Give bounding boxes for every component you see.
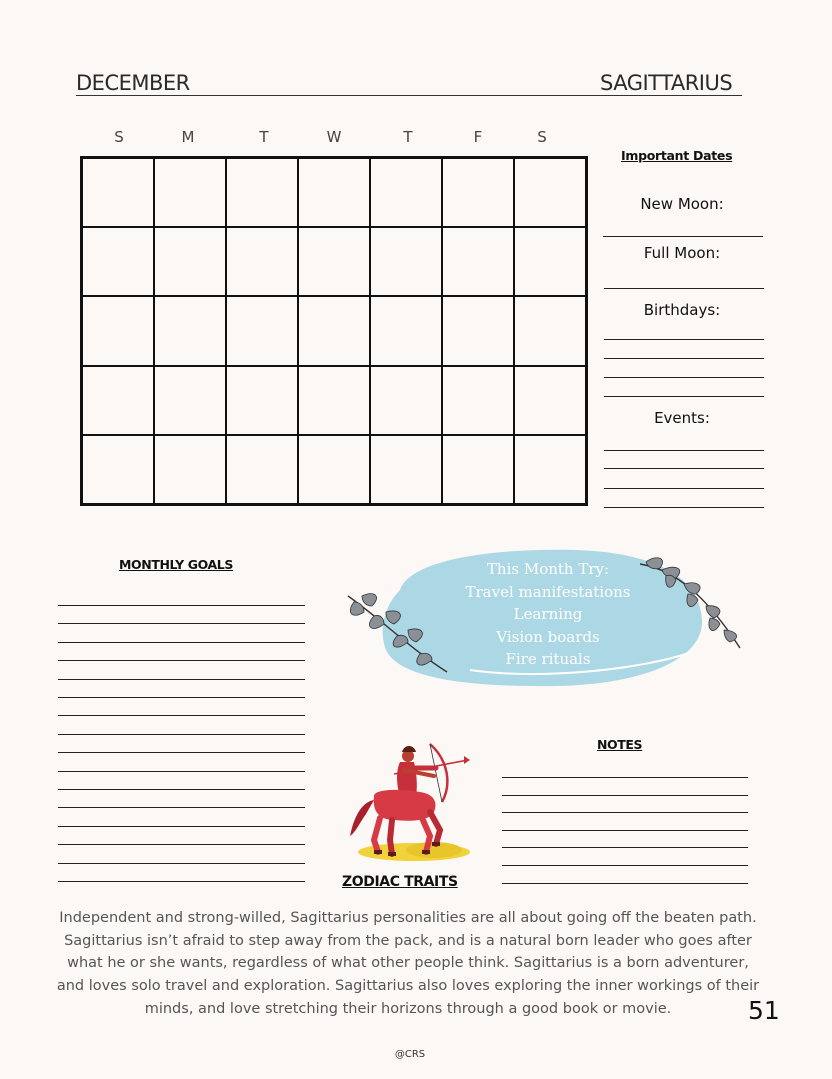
calendar-day-cell[interactable] <box>298 366 370 435</box>
zodiac-traits-text: Independent and strong-willed, Sagittarius personalities are all about going off the beaten path. Sagittarius isn’t afraid to step away from the pack, and is a natural born leader who goes after what he or she wants, regardless of what other people think. Sagittarius is a born adventurer, and loves solo travel and exploration. Sagittarius also loves exploring the inner workings of their minds, and love stretching their horizons through a good book or movie. <box>56 910 760 1017</box>
calendar-day-cell[interactable] <box>514 366 586 435</box>
this-month-list <box>440 558 656 671</box>
full-moon-line[interactable] <box>604 288 764 289</box>
calendar-day-cell[interactable] <box>226 296 298 365</box>
new-moon-label: New Moon: <box>640 195 724 213</box>
sagittarius-centaur-icon <box>344 740 474 862</box>
full-moon-label: Full Moon: <box>643 244 721 262</box>
calendar-day-cell[interactable] <box>370 296 442 365</box>
day-label-wed: W <box>326 128 342 146</box>
events-line[interactable] <box>604 507 764 508</box>
goals-line[interactable] <box>58 789 305 790</box>
calendar-day-cell[interactable] <box>370 366 442 435</box>
day-label-tue: T <box>259 128 269 146</box>
notes-line[interactable] <box>502 883 748 884</box>
header-rule <box>76 95 742 96</box>
goals-line[interactable] <box>58 660 305 661</box>
calendar-day-cell[interactable] <box>154 366 226 435</box>
notes-title: NOTES <box>597 737 643 752</box>
goals-line[interactable] <box>58 844 305 845</box>
events-label: Events: <box>654 409 710 427</box>
zodiac-traits-title: ZODIAC TRAITS <box>342 874 458 890</box>
month-title: DECEMBER <box>76 71 190 95</box>
goals-line[interactable] <box>58 881 305 882</box>
events-line[interactable] <box>604 488 764 489</box>
calendar-day-cell[interactable] <box>370 435 442 504</box>
goals-line[interactable] <box>58 715 305 716</box>
this-month-item: Travel manifestations <box>465 582 631 601</box>
important-dates-title: Important Dates <box>621 148 733 163</box>
birthdays-line[interactable] <box>604 358 764 359</box>
this-month-item: Fire rituals <box>505 650 591 668</box>
goals-line[interactable] <box>58 863 305 864</box>
day-label-sat: S <box>537 128 547 146</box>
left-leaf-branch-icon <box>342 590 452 680</box>
goals-line[interactable] <box>58 771 305 772</box>
birthdays-label: Birthdays: <box>643 301 721 319</box>
notes-line[interactable] <box>502 847 748 848</box>
notes-line[interactable] <box>502 865 748 866</box>
page-number: 51 <box>748 996 780 1025</box>
calendar-day-cell[interactable] <box>226 435 298 504</box>
calendar-day-cell[interactable] <box>442 366 514 435</box>
monthly-goals-title: MONTHLY GOALS <box>119 557 233 572</box>
events-line[interactable] <box>604 450 764 451</box>
this-month-item: Vision boards <box>496 627 600 646</box>
calendar-day-cell[interactable] <box>154 158 226 227</box>
calendar-day-cell[interactable] <box>514 296 586 365</box>
calendar-day-cell[interactable] <box>226 158 298 227</box>
calendar-day-cell[interactable] <box>298 227 370 296</box>
calendar-day-cell[interactable] <box>298 158 370 227</box>
calendar-day-cell[interactable] <box>442 227 514 296</box>
goals-line[interactable] <box>58 734 305 735</box>
calendar-day-cell[interactable] <box>442 296 514 365</box>
calendar-day-cell[interactable] <box>370 158 442 227</box>
calendar-day-cell[interactable] <box>514 158 586 227</box>
notes-line[interactable] <box>502 777 748 778</box>
goals-line[interactable] <box>58 752 305 753</box>
sign-title: SAGITTARIUS <box>600 71 733 95</box>
credit: @CRS <box>394 1049 426 1060</box>
calendar-day-cell[interactable] <box>82 227 154 296</box>
birthdays-line[interactable] <box>604 396 764 397</box>
calendar-day-cell[interactable] <box>514 227 586 296</box>
goals-line[interactable] <box>58 623 305 624</box>
calendar-day-cell[interactable] <box>298 435 370 504</box>
calendar-day-cell[interactable] <box>226 227 298 296</box>
events-line[interactable] <box>604 468 764 469</box>
goals-line[interactable] <box>58 826 305 827</box>
calendar-day-cell[interactable] <box>442 158 514 227</box>
calendar-day-cell[interactable] <box>298 296 370 365</box>
this-month-item: Learning <box>513 605 583 623</box>
calendar-day-cell[interactable] <box>82 296 154 365</box>
calendar-day-cell[interactable] <box>82 366 154 435</box>
goals-line[interactable] <box>58 807 305 808</box>
calendar-day-cell[interactable] <box>154 227 226 296</box>
day-label-fri: F <box>473 128 483 146</box>
calendar-day-cell[interactable] <box>82 435 154 504</box>
goals-line[interactable] <box>58 697 305 698</box>
new-moon-line[interactable] <box>603 236 763 237</box>
notes-line[interactable] <box>502 795 748 796</box>
this-month-heading: This Month Try: <box>486 560 610 578</box>
calendar-day-cell[interactable] <box>442 435 514 504</box>
calendar-day-cell[interactable] <box>154 435 226 504</box>
calendar-day-cell[interactable] <box>370 227 442 296</box>
calendar-day-cell[interactable] <box>514 435 586 504</box>
day-label-thu: T <box>403 128 413 146</box>
goals-line[interactable] <box>58 642 305 643</box>
day-label-mon: M <box>181 128 195 146</box>
calendar-grid <box>80 156 588 506</box>
notes-line[interactable] <box>502 812 748 813</box>
calendar-day-cell[interactable] <box>82 158 154 227</box>
goals-line[interactable] <box>58 605 305 606</box>
day-label-sun: S <box>114 128 124 146</box>
calendar-day-cell[interactable] <box>226 366 298 435</box>
notes-line[interactable] <box>502 830 748 831</box>
calendar-day-cell[interactable] <box>154 296 226 365</box>
goals-line[interactable] <box>58 679 305 680</box>
birthdays-line[interactable] <box>604 377 764 378</box>
birthdays-line[interactable] <box>604 339 764 340</box>
